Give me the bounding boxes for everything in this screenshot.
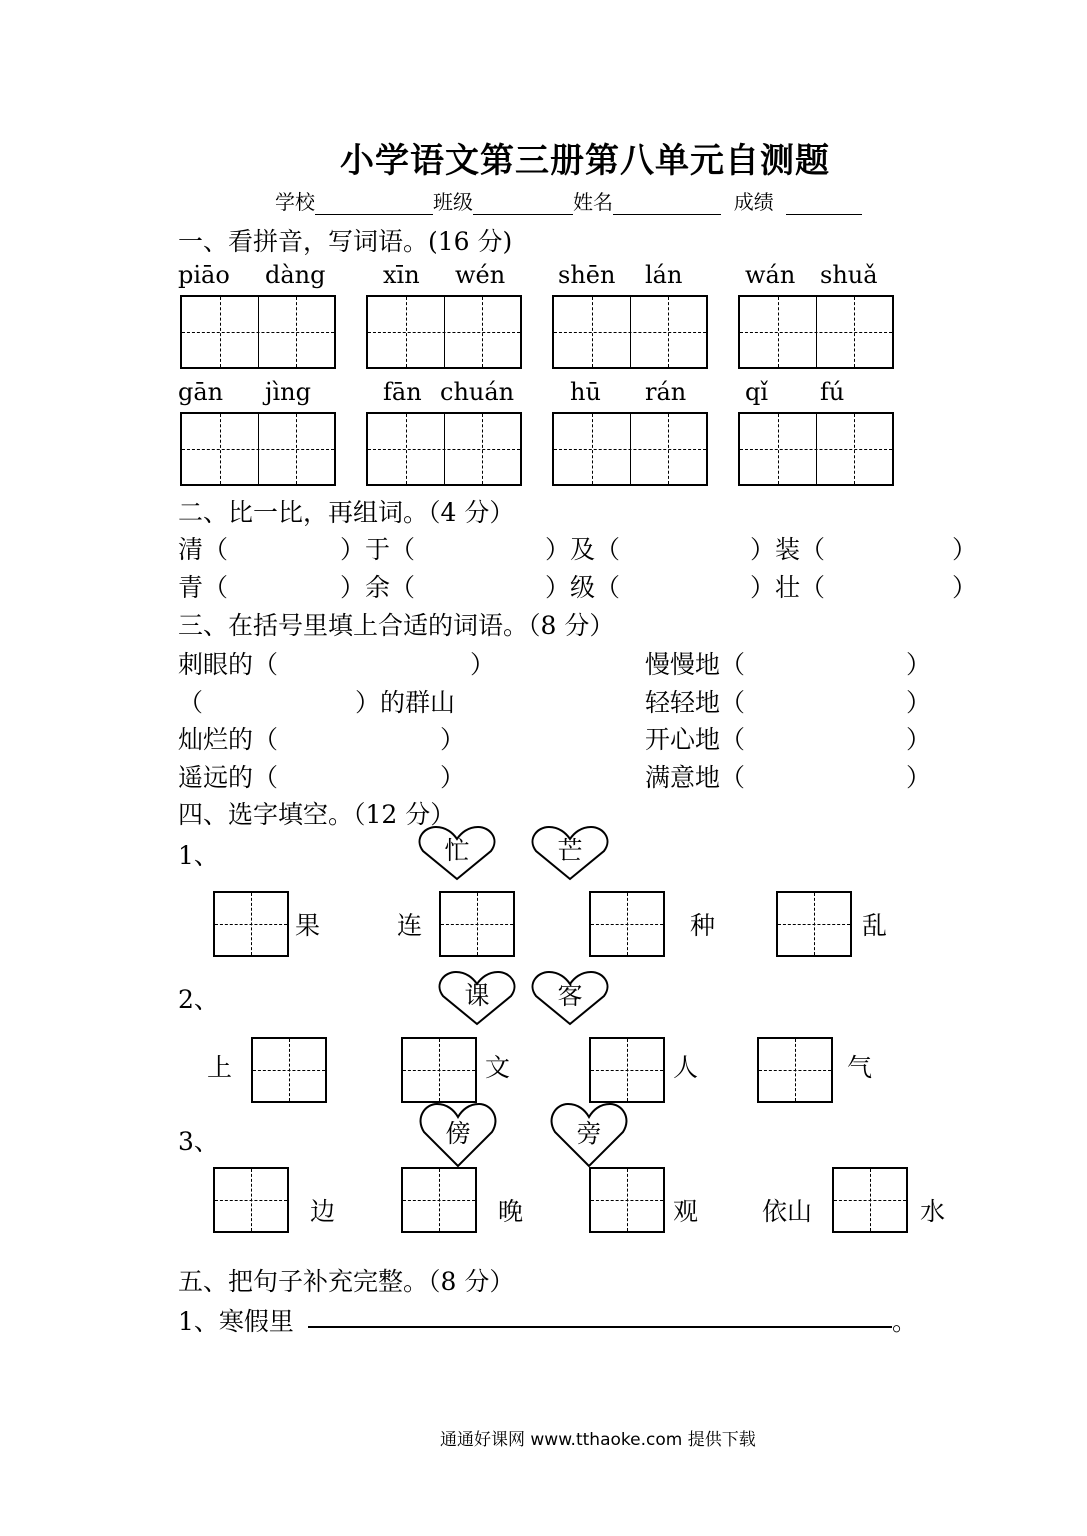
heart-char: 忙: [444, 836, 470, 865]
section-2-heading: 二、比一比，再组词。（4 分）: [178, 498, 515, 527]
answer-box[interactable]: [832, 1167, 908, 1233]
writing-grid[interactable]: [738, 295, 894, 369]
section-5-heading: 五、把句子补充完整。（8 分）: [178, 1267, 515, 1296]
compare-row-2-b: ）余（: [340, 573, 416, 602]
heart-choice-2: [531, 825, 609, 881]
school-field[interactable]: [315, 192, 433, 215]
pinyin-8: shuǎ: [820, 261, 878, 289]
word: 边: [310, 1197, 336, 1226]
q1-number: 1、: [178, 841, 219, 870]
word: 晚: [498, 1197, 524, 1226]
score-field[interactable]: [786, 192, 862, 215]
pinyin-11: fān: [383, 378, 422, 406]
compare-row-2-a: 青（: [178, 573, 229, 602]
answer-box[interactable]: [757, 1037, 833, 1103]
answer-box[interactable]: [589, 1037, 665, 1103]
answer-box[interactable]: [589, 891, 665, 957]
compare-row-1-b: ）于（: [340, 535, 416, 564]
pinyin-1: piāo: [178, 261, 230, 289]
fill-right-4: 满意地（: [645, 763, 746, 792]
fill-right-3: 开心地（: [645, 725, 746, 754]
writing-grid[interactable]: [180, 412, 336, 486]
writing-grid[interactable]: [366, 295, 522, 369]
school-label: 学校: [275, 190, 315, 214]
word: 连: [397, 911, 423, 940]
pinyin-16: fú: [820, 378, 845, 406]
word: 人: [673, 1053, 699, 1082]
heart-char: 客: [557, 981, 583, 1010]
pinyin-4: wén: [455, 261, 506, 289]
class-field[interactable]: [473, 192, 573, 215]
answer-box[interactable]: [439, 891, 515, 957]
fill-right-2: 轻轻地（: [645, 688, 746, 717]
heart-char: 旁: [576, 1119, 602, 1148]
answer-box[interactable]: [213, 1167, 289, 1233]
header-info: [275, 186, 862, 215]
word: 气: [847, 1053, 873, 1082]
heart-choice-5: [419, 1102, 497, 1168]
word: 水: [920, 1197, 946, 1226]
fill-left-3-close: ）: [440, 725, 466, 754]
heart-char: 芒: [557, 836, 583, 865]
word: 文: [485, 1053, 511, 1082]
writing-grid[interactable]: [366, 412, 522, 486]
pinyin-2: dàng: [265, 261, 326, 289]
heart-choice-6: [550, 1102, 628, 1168]
pinyin-12: chuán: [440, 378, 515, 406]
heart-choice-3: [438, 970, 516, 1026]
compare-row-1-d: ）装（: [750, 535, 826, 564]
section-1-heading: 一、看拼音，写词语。(16 分): [178, 227, 513, 256]
answer-box[interactable]: [251, 1037, 327, 1103]
compare-row-2-d: ）壮（: [750, 573, 826, 602]
compare-row-1-c: ）及（: [545, 535, 621, 564]
fill-left-2-close: ）的群山: [355, 688, 456, 717]
pinyin-9: gān: [178, 378, 224, 406]
fill-right-4-close: ）: [906, 763, 932, 792]
fill-right-1-close: ）: [906, 650, 932, 679]
answer-box[interactable]: [776, 891, 852, 957]
fill-right-3-close: ）: [906, 725, 932, 754]
name-label: 姓名: [573, 190, 613, 214]
section-3-heading: 三、在括号里填上合适的词语。（8 分）: [178, 611, 615, 640]
sentence-1-answer-line[interactable]: [308, 1326, 892, 1328]
fill-left-4-close: ）: [440, 763, 466, 792]
heart-choice-1: [418, 825, 496, 881]
pinyin-6: lán: [645, 261, 683, 289]
score-label: 成绩: [733, 190, 774, 214]
word: 果: [295, 911, 321, 940]
fill-right-2-close: ）: [906, 688, 932, 717]
compare-row-2-c: ）级（: [545, 573, 621, 602]
word: 观: [673, 1197, 699, 1226]
pinyin-13: hū: [570, 378, 601, 406]
heart-choice-4: [531, 970, 609, 1026]
pinyin-5: shēn: [558, 261, 616, 289]
pinyin-10: jìng: [265, 378, 311, 406]
writing-grid[interactable]: [552, 412, 708, 486]
fill-left-4: 遥远的（: [178, 763, 279, 792]
pinyin-14: rán: [645, 378, 687, 406]
fill-left-1-close: ）: [470, 650, 496, 679]
fill-left-2: （: [178, 688, 204, 717]
page-title: 小学语文第三册第八单元自测题: [340, 141, 830, 181]
writing-grid[interactable]: [738, 412, 894, 486]
name-field[interactable]: [613, 192, 721, 215]
footer-credit: 通通好课网 www.tthaoke.com 提供下载: [440, 1430, 756, 1450]
class-label: 班级: [433, 190, 473, 214]
writing-grid[interactable]: [180, 295, 336, 369]
sentence-1-suffix: 。: [892, 1307, 918, 1336]
q2-number: 2、: [178, 985, 219, 1014]
sentence-1-prefix: 1、寒假里: [178, 1307, 294, 1336]
section-4-heading: 四、选字填空。（12 分）: [178, 800, 456, 829]
word: 上: [207, 1053, 233, 1082]
fill-left-1: 刺眼的（: [178, 650, 279, 679]
heart-char: 傍: [445, 1119, 471, 1148]
word: 乱: [862, 911, 888, 940]
compare-row-1-e: ）: [952, 535, 978, 564]
answer-box[interactable]: [213, 891, 289, 957]
compare-row-1-a: 清（: [178, 535, 229, 564]
word: 依山: [762, 1197, 813, 1226]
pinyin-3: xīn: [383, 261, 420, 289]
word: 种: [690, 911, 716, 940]
pinyin-7: wán: [745, 261, 796, 289]
answer-box[interactable]: [401, 1167, 477, 1233]
pinyin-15: qǐ: [745, 378, 769, 406]
answer-box[interactable]: [401, 1037, 477, 1103]
answer-box[interactable]: [589, 1167, 665, 1233]
heart-char: 课: [464, 981, 490, 1010]
q3-number: 3、: [178, 1127, 219, 1156]
compare-row-2-e: ）: [952, 573, 978, 602]
fill-right-1: 慢慢地（: [645, 650, 746, 679]
fill-left-3: 灿烂的（: [178, 725, 279, 754]
writing-grid[interactable]: [552, 295, 708, 369]
